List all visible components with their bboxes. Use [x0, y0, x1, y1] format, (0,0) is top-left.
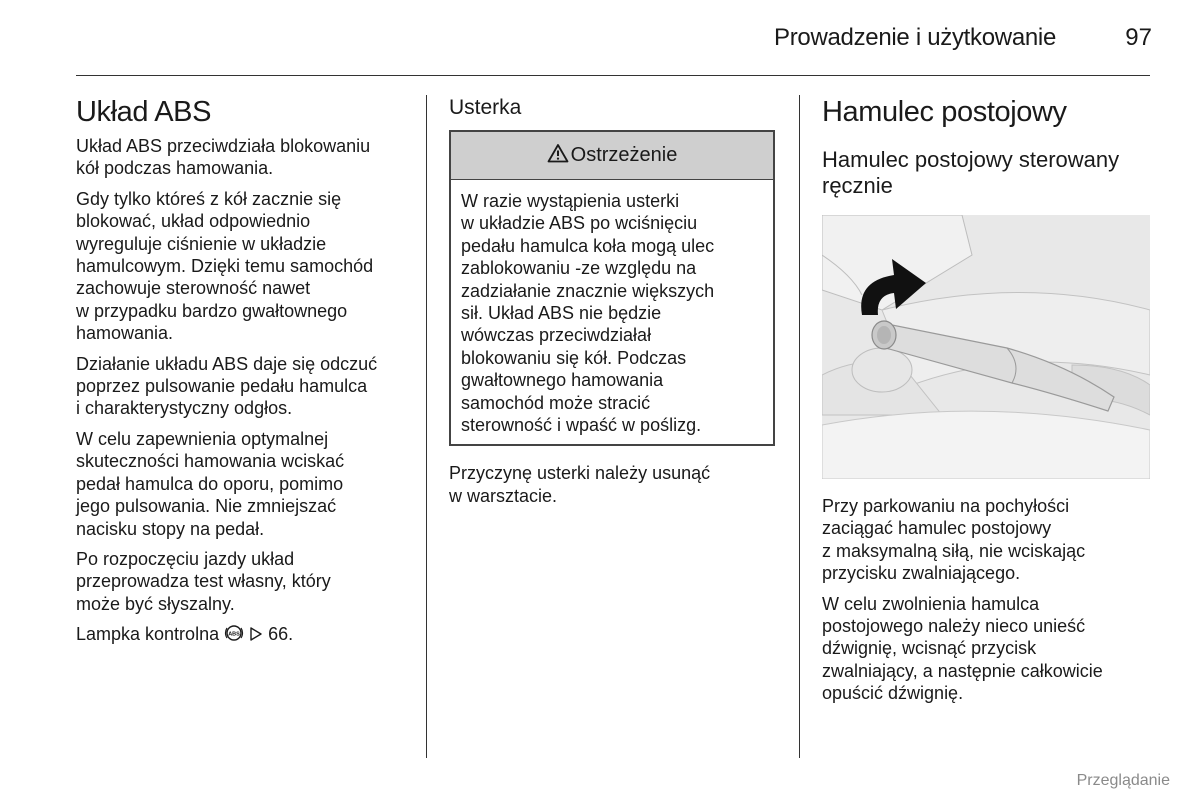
manual-parking-brake-subheading: Hamulec postojowy sterowany ręcznie	[822, 147, 1120, 198]
warning-header	[451, 132, 773, 180]
parking-brake-paragraph-2: W celu zwolnienia hamulca postojowego należy nieco unieść dźwignię, wcisnąć przycisk zwalniający, a następnie całkowicie opuścić dźwignię.	[822, 593, 1103, 704]
warning-text: W razie wystąpienia usterki w układzie ABS po wciśnięciu pedału hamulca koła mogą ulec zablokowaniu -ze względu na zadziałanie znacznie większych sił. Układ ABS nie będzie wówczas przeciwdziałał blokowaniu się kół. Podczas gwałtownego hamowania samochód może stracić sterowność i wpaść w poślizg.	[461, 191, 715, 436]
page-number: 97	[1125, 24, 1152, 51]
page-header-title: Prowadzenie i użytkowanie	[774, 24, 1056, 51]
control-light-label: Lampka kontrolna	[76, 624, 220, 645]
warning-box	[449, 130, 775, 446]
abs-paragraph-5: Po rozpoczęciu jazdy układ przeprowadza test własny, który może być słyszalny.	[76, 548, 331, 614]
warning-body	[451, 180, 773, 444]
abs-warning-light-icon	[224, 624, 244, 647]
fault-repair-text: Przyczynę usterki należy usunąć w warsztacie.	[449, 463, 711, 506]
warning-title: Ostrzeżenie	[570, 144, 678, 166]
fault-heading: Usterka	[449, 96, 522, 119]
parking-brake-lever-illustration	[822, 215, 1150, 479]
warning-triangle-icon	[547, 143, 571, 169]
abs-paragraph-1: Układ ABS przeciwdziała blokowaniu kół podczas hamowania.	[76, 136, 371, 179]
parking-brake-paragraph-1: Przy parkowaniu na pochyłości zaciągać hamulec postojowy z maksymalną siłą, nie wciskając przycisku zwalniającego.	[822, 496, 1086, 584]
parking-brake-heading: Hamulec postojowy	[822, 96, 1067, 128]
abs-paragraph-4: W celu zapewnienia optymalnej skuteczności hamowania wciskać pedał hamulca do oporu, pomimo jego pulsowania. Nie zmniejszać nacisku stopy na pedał.	[76, 428, 345, 539]
parking-brake-section	[822, 96, 1152, 713]
fault-section	[449, 96, 779, 515]
abs-paragraph-2: Gdy tylko któreś z kół zacznie się blokować, układ odpowiednio wyreguluje ciśnienie w układzie hamulcowym. Dzięki temu samochód zachowuje sterowność nawet w przypadku bardzo gwałtownego hamowania.	[76, 188, 374, 344]
column-divider-right	[799, 95, 800, 758]
reference-arrow-icon[interactable]	[249, 625, 263, 647]
abs-section	[76, 96, 411, 656]
page-reference[interactable]: 66.	[268, 624, 294, 645]
abs-heading: Układ ABS	[76, 96, 212, 128]
svg-text:ABS: ABS	[228, 631, 240, 638]
header-divider	[76, 75, 1150, 76]
footer-browse-label: Przeglądanie	[1076, 772, 1170, 789]
abs-paragraph-6	[76, 623, 411, 647]
column-divider-left	[426, 95, 427, 758]
abs-paragraph-3: Działanie układu ABS daje się odczuć poprzez pulsowanie pedału hamulca i charakterystyczny odgłos.	[76, 353, 378, 419]
